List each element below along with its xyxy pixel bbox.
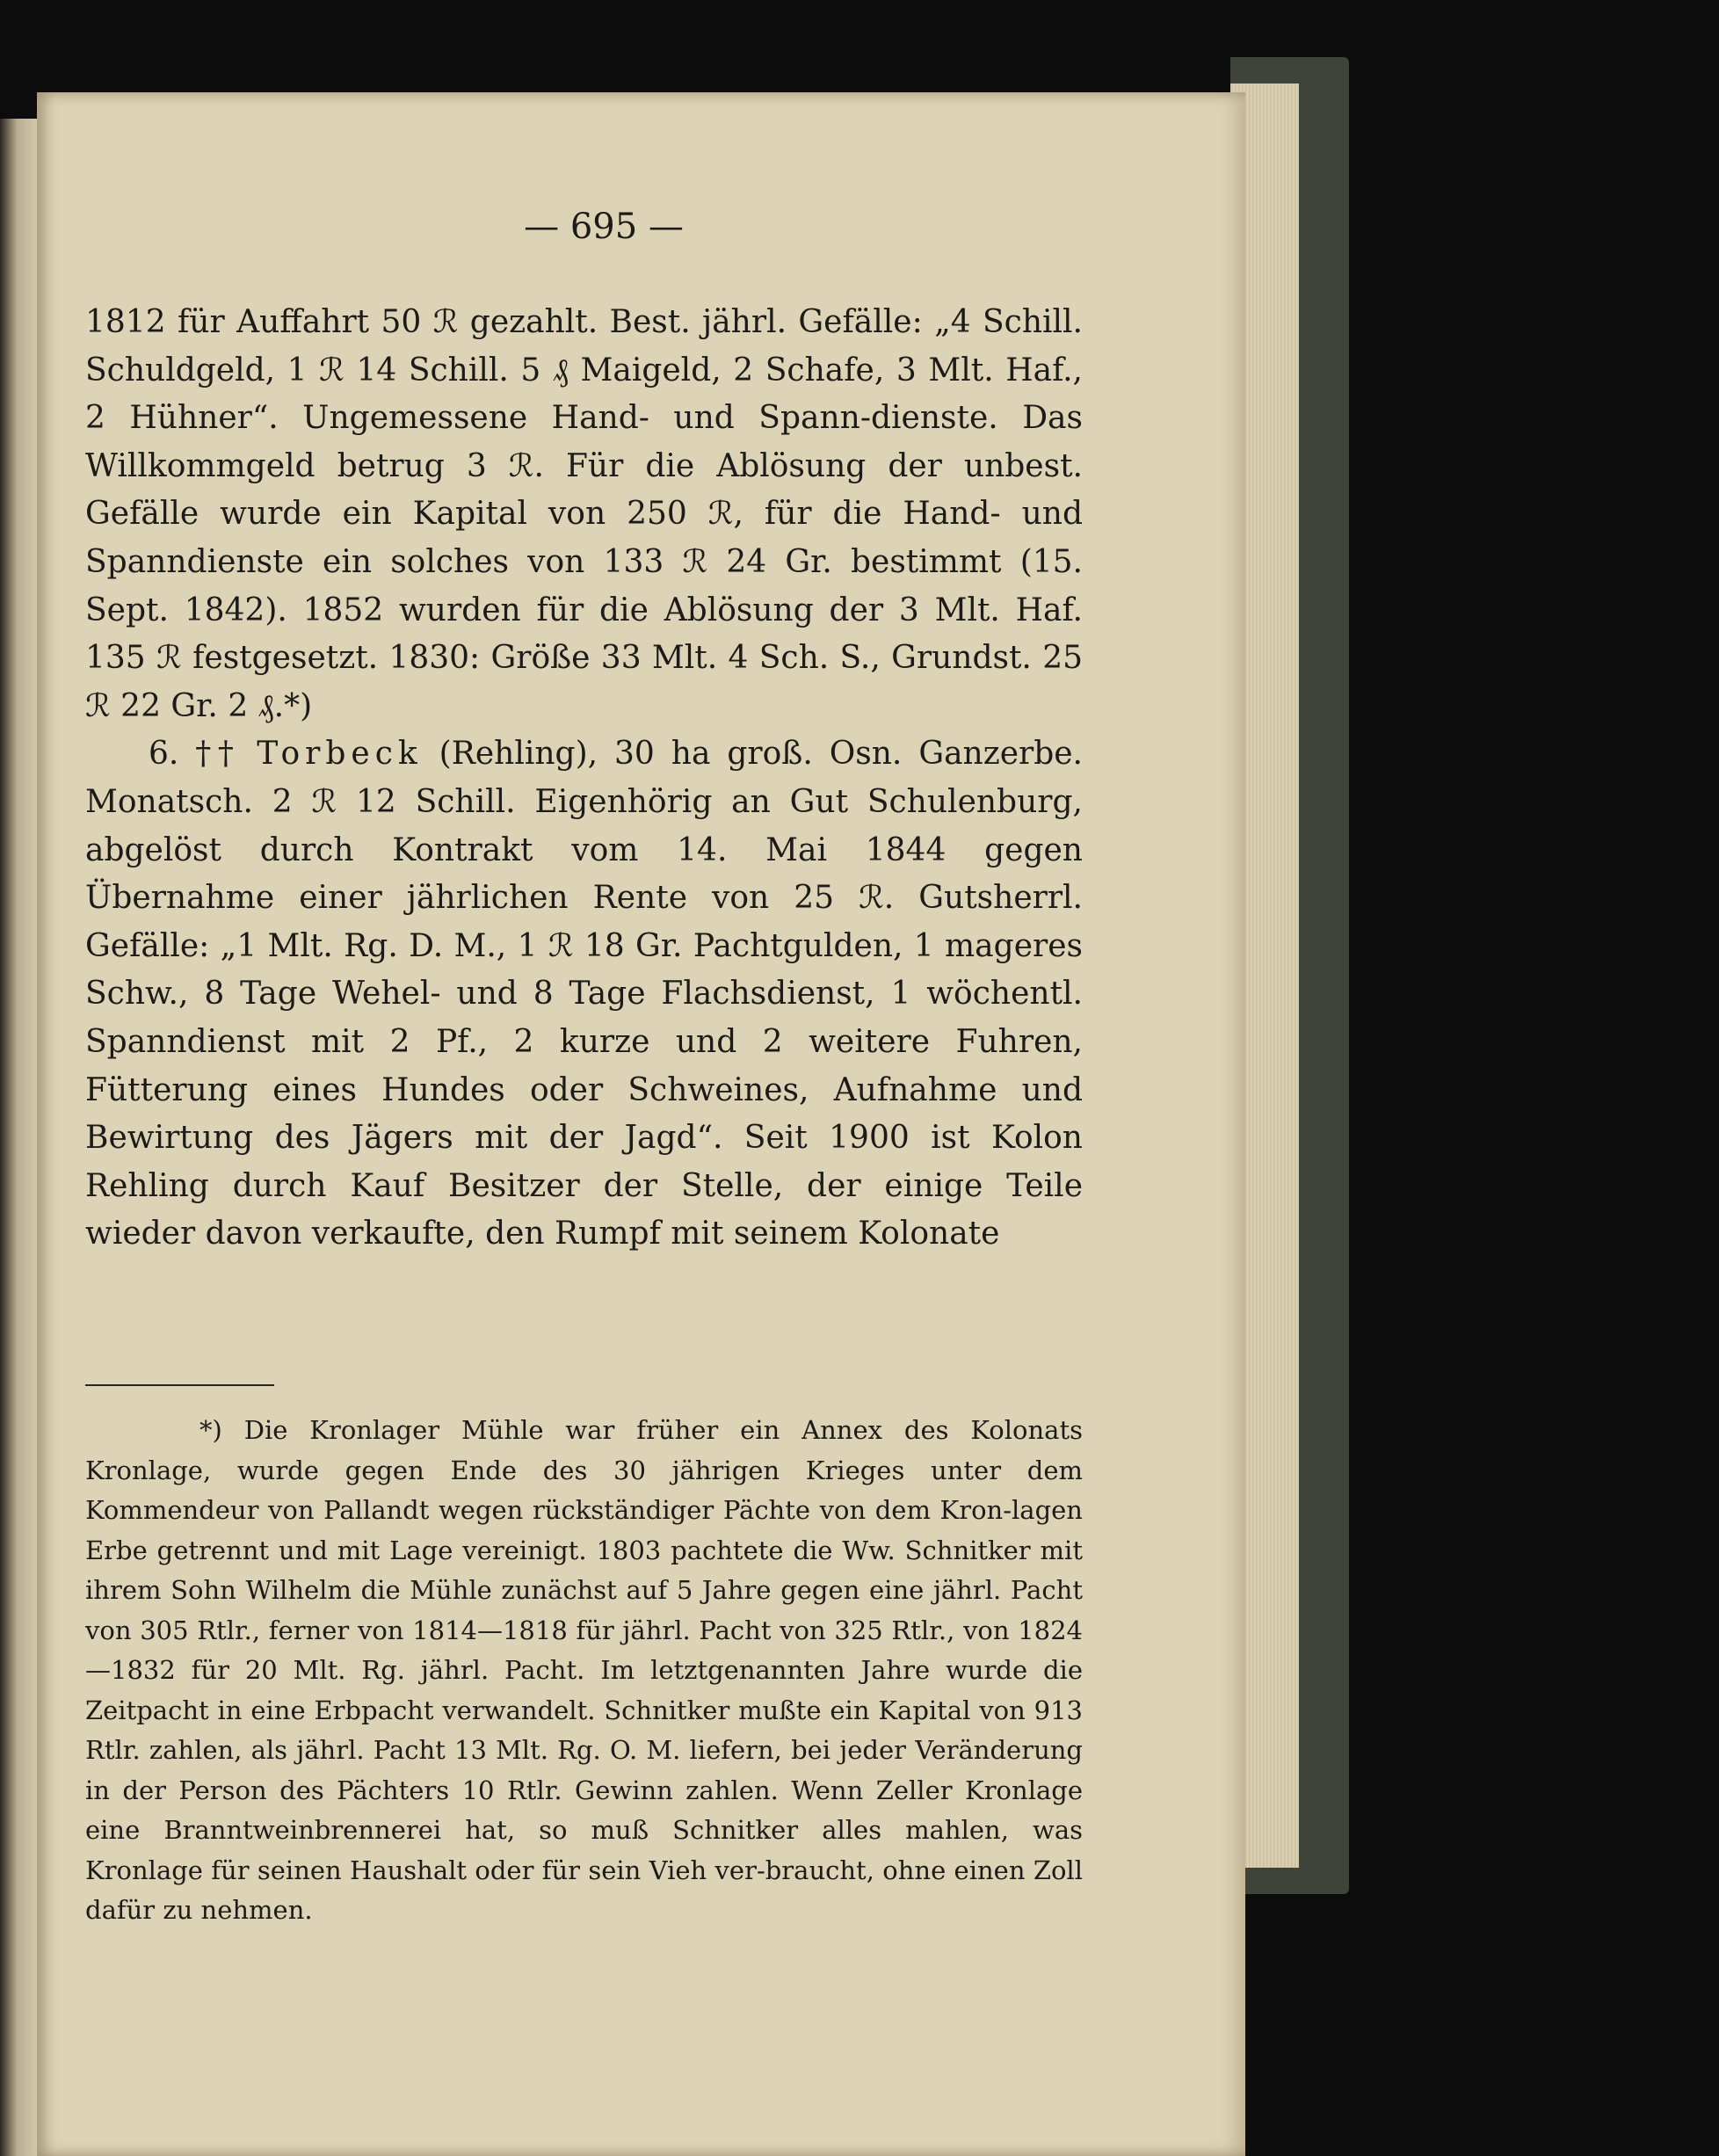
paragraph-1: 1812 für Auffahrt 50 ℛ gezahlt. Best. jährl. Gefälle: „4 Schill. Schuldgeld, 1 ℛ 14 Schill. 5 ₰ Maigeld, 2 Schafe, 3 Mlt. Haf., 2 Hühner“. Ungemessene Hand- und Spann-dienste. Das Willkommgeld betrug 3 ℛ. Für die Ablösung der unbest. Gefälle wurde ein Kapital von 250 ℛ, für die Hand- und Spanndienste ein solches von 133 ℛ 24 Gr. bestimmt (15. Sept. 1842). 1852 wurden für die Ablösung der 3 Mlt. Haf. 135 ℛ festgesetzt. 1830: Größe 33 Mlt. 4 Sch. S., Grundst. 25 ℛ 22 Gr. 2 ₰.*): [85, 304, 1083, 724]
left-page-edge: [0, 119, 42, 2156]
farm-name: Torbeck: [257, 736, 423, 773]
entry-text: (Rehling), 30 ha groß. Osn. Ganzerbe. Monatsch. 2 ℛ 12 Schill. Eigenhörig an Gut Schulenburg, abgelöst durch Kontrakt vom 14. Mai 1844 gegen Übernahme einer jährlichen Rente von 25 ℛ. Gutsherrl. Gefälle: „1 Mlt. Rg. D. M., 1 ℛ 18 Gr. Pachtgulden, 1 mageres Schw., 8 Tage Wehel- und 8 Tage Flachsdienst, 1 wöchentl. Spanndienst mit 2 Pf., 2 kurze und 2 weitere Fuhren, Fütterung eines Hundes oder Schweines, Aufnahme und Bewirtung des Jägers mit der Jagd“. Seit 1900 ist Kolon Rehling durch Kauf Besitzer der Stelle, der einige Teile wieder davon verkaufte, den Rumpf mit seinem Kolonate: [85, 736, 1084, 1252]
main-text: [85, 299, 1083, 1259]
paragraph-2: [85, 730, 1083, 1259]
book-page: [37, 92, 1245, 2156]
page-number: — 695 —: [524, 207, 684, 247]
entry-prefix: 6. ††: [149, 736, 257, 773]
footnote-divider: [85, 1384, 274, 1386]
footnote: *) Die Kronlager Mühle war früher ein Annex des Kolonats Kronlage, wurde gegen Ende des 30 jährigen Krieges unter dem Kommendeur von Pallandt wegen rückständiger Pächte von dem Kron-lagen Erbe getrennt und mit Lage vereinigt. 1803 pachtete die Ww. Schnitker mit ihrem Sohn Wilhelm die Mühle zunächst auf 5 Jahre gegen eine jährl. Pacht von 305 Rtlr., ferner von 1814—1818 für jährl. Pacht von 325 Rtlr., von 1824—1832 für 20 Mlt. Rg. jährl. Pacht. Im letztgenannten Jahre wurde die Zeitpacht in eine Erbpacht verwandelt. Schnitker mußte ein Kapital von 913 Rtlr. zahlen, als jährl. Pacht 13 Mlt. Rg. O. M. liefern, bei jeder Veränderung in der Person des Pächters 10 Rtlr. Gewinn zahlen. Wenn Zeller Kronlage eine Branntweinbrennerei hat, so muß Schnitker alles mahlen, was Kronlage für seinen Haushalt oder für sein Vieh ver-braucht, ohne einen Zoll dafür zu nehmen.: [85, 1415, 1083, 1925]
